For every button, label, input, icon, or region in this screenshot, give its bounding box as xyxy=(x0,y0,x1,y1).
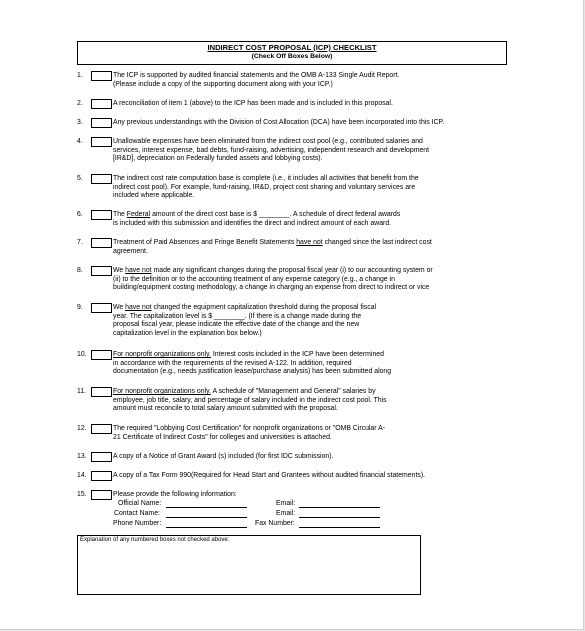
item-number: 9. xyxy=(77,304,83,311)
item-text: A copy of a Tax Form 990(Required for Head Start and Grantees without audited financial statements). xyxy=(113,472,426,479)
fax-number-label: Fax Number: xyxy=(255,520,295,527)
item-text: Please provide the following information: xyxy=(113,491,237,498)
checklist-title: INDIRECT COST PROPOSAL (ICP) CHECKLIST xyxy=(207,43,377,52)
checkbox-11[interactable] xyxy=(91,387,112,397)
checkbox-4[interactable] xyxy=(91,137,112,147)
phone-number-label: Phone Number: xyxy=(113,520,162,527)
checklist-subtitle: (Check Off Boxes Below) xyxy=(251,53,333,60)
official-name-label: Official Name: xyxy=(118,500,162,507)
email-field-1[interactable] xyxy=(299,507,380,508)
item-number: 3. xyxy=(77,119,83,126)
item-text: For nonprofit organizations only. A schedule of "Management and General" salaries by employee, job title, salary, and percentage of salary included in the indirect cost pool. This amount must reconcile to total salary amount submitted with the proposal. xyxy=(113,388,387,413)
item-text: Any previous understandings with the Division of Cost Allocation (DCA) have been incorporated into this ICP. xyxy=(113,119,445,126)
item-text: The indirect cost rate computation base is complete (i.e., it includes all activities that benefit from the indirect cost pool). For example, fund-raising, IR&D, project cost sharing and voluntary services are included where applicable. xyxy=(113,175,419,200)
item-number: 13. xyxy=(77,453,87,460)
underlined-phrase: have not xyxy=(125,304,152,311)
checklist-title-box xyxy=(77,41,507,65)
checkbox-15[interactable] xyxy=(91,490,112,500)
item-text: A copy of a Notice of Grant Award (s) included (for first IDC submission). xyxy=(113,453,334,460)
checkbox-12[interactable] xyxy=(91,424,112,434)
item-text: The Federal amount of the direct cost base is $ ________. A schedule of direct federal awards is included with this submission and identifies the direct and indirect amount of each award. xyxy=(113,211,401,227)
item-number: 11. xyxy=(77,388,87,395)
contact-name-label: Contact Name: xyxy=(114,510,160,517)
item-number: 5. xyxy=(77,175,83,182)
checkbox-3[interactable] xyxy=(91,118,112,128)
item-number: 7. xyxy=(77,239,83,246)
item-text: For nonprofit organizations only. Interest costs included in the ICP have been determined in accordance with the requirements of the revised A-122. In addition, required documentation (e.g., needs justification lease/purchase analysis) has been submitted along xyxy=(113,351,392,376)
item-text: We have not changed the equipment capitalization threshold during the proposal fiscal year. The capitalization level is $ ________. (If there is a change made during the proposal fiscal year, please indicate the effective date of the change and the new capitalization level in the explanation box below.) xyxy=(113,304,377,337)
item-text: Treatment of Paid Absences and Fringe Benefit Statements have not changed since the last indirect cost agreement. xyxy=(113,239,432,255)
underlined-phrase: For nonprofit organizations only. xyxy=(113,351,211,358)
item-text: Unallowable expenses have been eliminated from the indirect cost pool (e.g., contributed salaries and services, interest expense, bad debts, fund-raising, advertising, independent research and development [IR&D], depreciation on Federally funded assets and lobbying costs). xyxy=(113,138,430,163)
email-field-2[interactable] xyxy=(299,517,380,518)
item-number: 10. xyxy=(77,351,87,358)
checkbox-6[interactable] xyxy=(91,210,112,220)
email-label-2: Email: xyxy=(276,510,296,517)
official-name-field[interactable] xyxy=(166,507,247,508)
item-number: 15. xyxy=(77,491,87,498)
underlined-phrase: have not xyxy=(125,267,152,274)
item-number: 14. xyxy=(77,472,87,479)
explanation-label: Explanation of any numbered boxes not checked above: xyxy=(80,537,230,543)
checkbox-5[interactable] xyxy=(91,174,112,184)
item-text: A reconciliation of item 1 (above) to the ICP has been made and is included in this proposal. xyxy=(113,100,393,107)
item-number: 8. xyxy=(77,267,83,274)
item-number: 2. xyxy=(77,100,83,107)
explanation-box[interactable] xyxy=(77,535,421,595)
checkbox-8[interactable] xyxy=(91,266,112,276)
phone-number-field[interactable] xyxy=(166,527,247,528)
item-number: 6. xyxy=(77,211,83,218)
underlined-phrase: have not xyxy=(296,239,323,246)
checkbox-1[interactable] xyxy=(91,71,112,81)
underlined-phrase: For nonprofit organizations only. xyxy=(113,388,211,395)
email-label-1: Email: xyxy=(276,500,296,507)
underlined-phrase: Federal xyxy=(126,211,151,218)
checkbox-7[interactable] xyxy=(91,238,112,248)
item-text: The required "Lobbying Cost Certification" for nonprofit organizations or "OMB Circular A- 21 Certificate of Indirect Costs" for colleges and universities is attached. xyxy=(113,425,385,441)
checkbox-2[interactable] xyxy=(91,99,112,109)
item-number: 12. xyxy=(77,425,87,432)
checkbox-9[interactable] xyxy=(91,303,112,313)
checkbox-13[interactable] xyxy=(91,452,112,462)
item-number: 1. xyxy=(77,72,83,79)
fax-number-field[interactable] xyxy=(299,527,380,528)
item-number: 4. xyxy=(77,138,83,145)
contact-name-field[interactable] xyxy=(166,517,247,518)
item-text: The ICP is supported by audited financial statements and the OMB A-133 Single Audit Report. (Please include a copy of the supporting document along with your ICP.) xyxy=(113,72,400,88)
checkbox-10[interactable] xyxy=(91,350,112,360)
item-text: We have not made any significant changes during the proposal fiscal year (i) to our accounting system or (ii) to the definition or to the accounting treatment of any expense category (e.g., a change in building/equipment costing methodology, a change in charging an expense from direct to indirect or vice xyxy=(113,267,433,292)
checkbox-14[interactable] xyxy=(91,471,112,481)
